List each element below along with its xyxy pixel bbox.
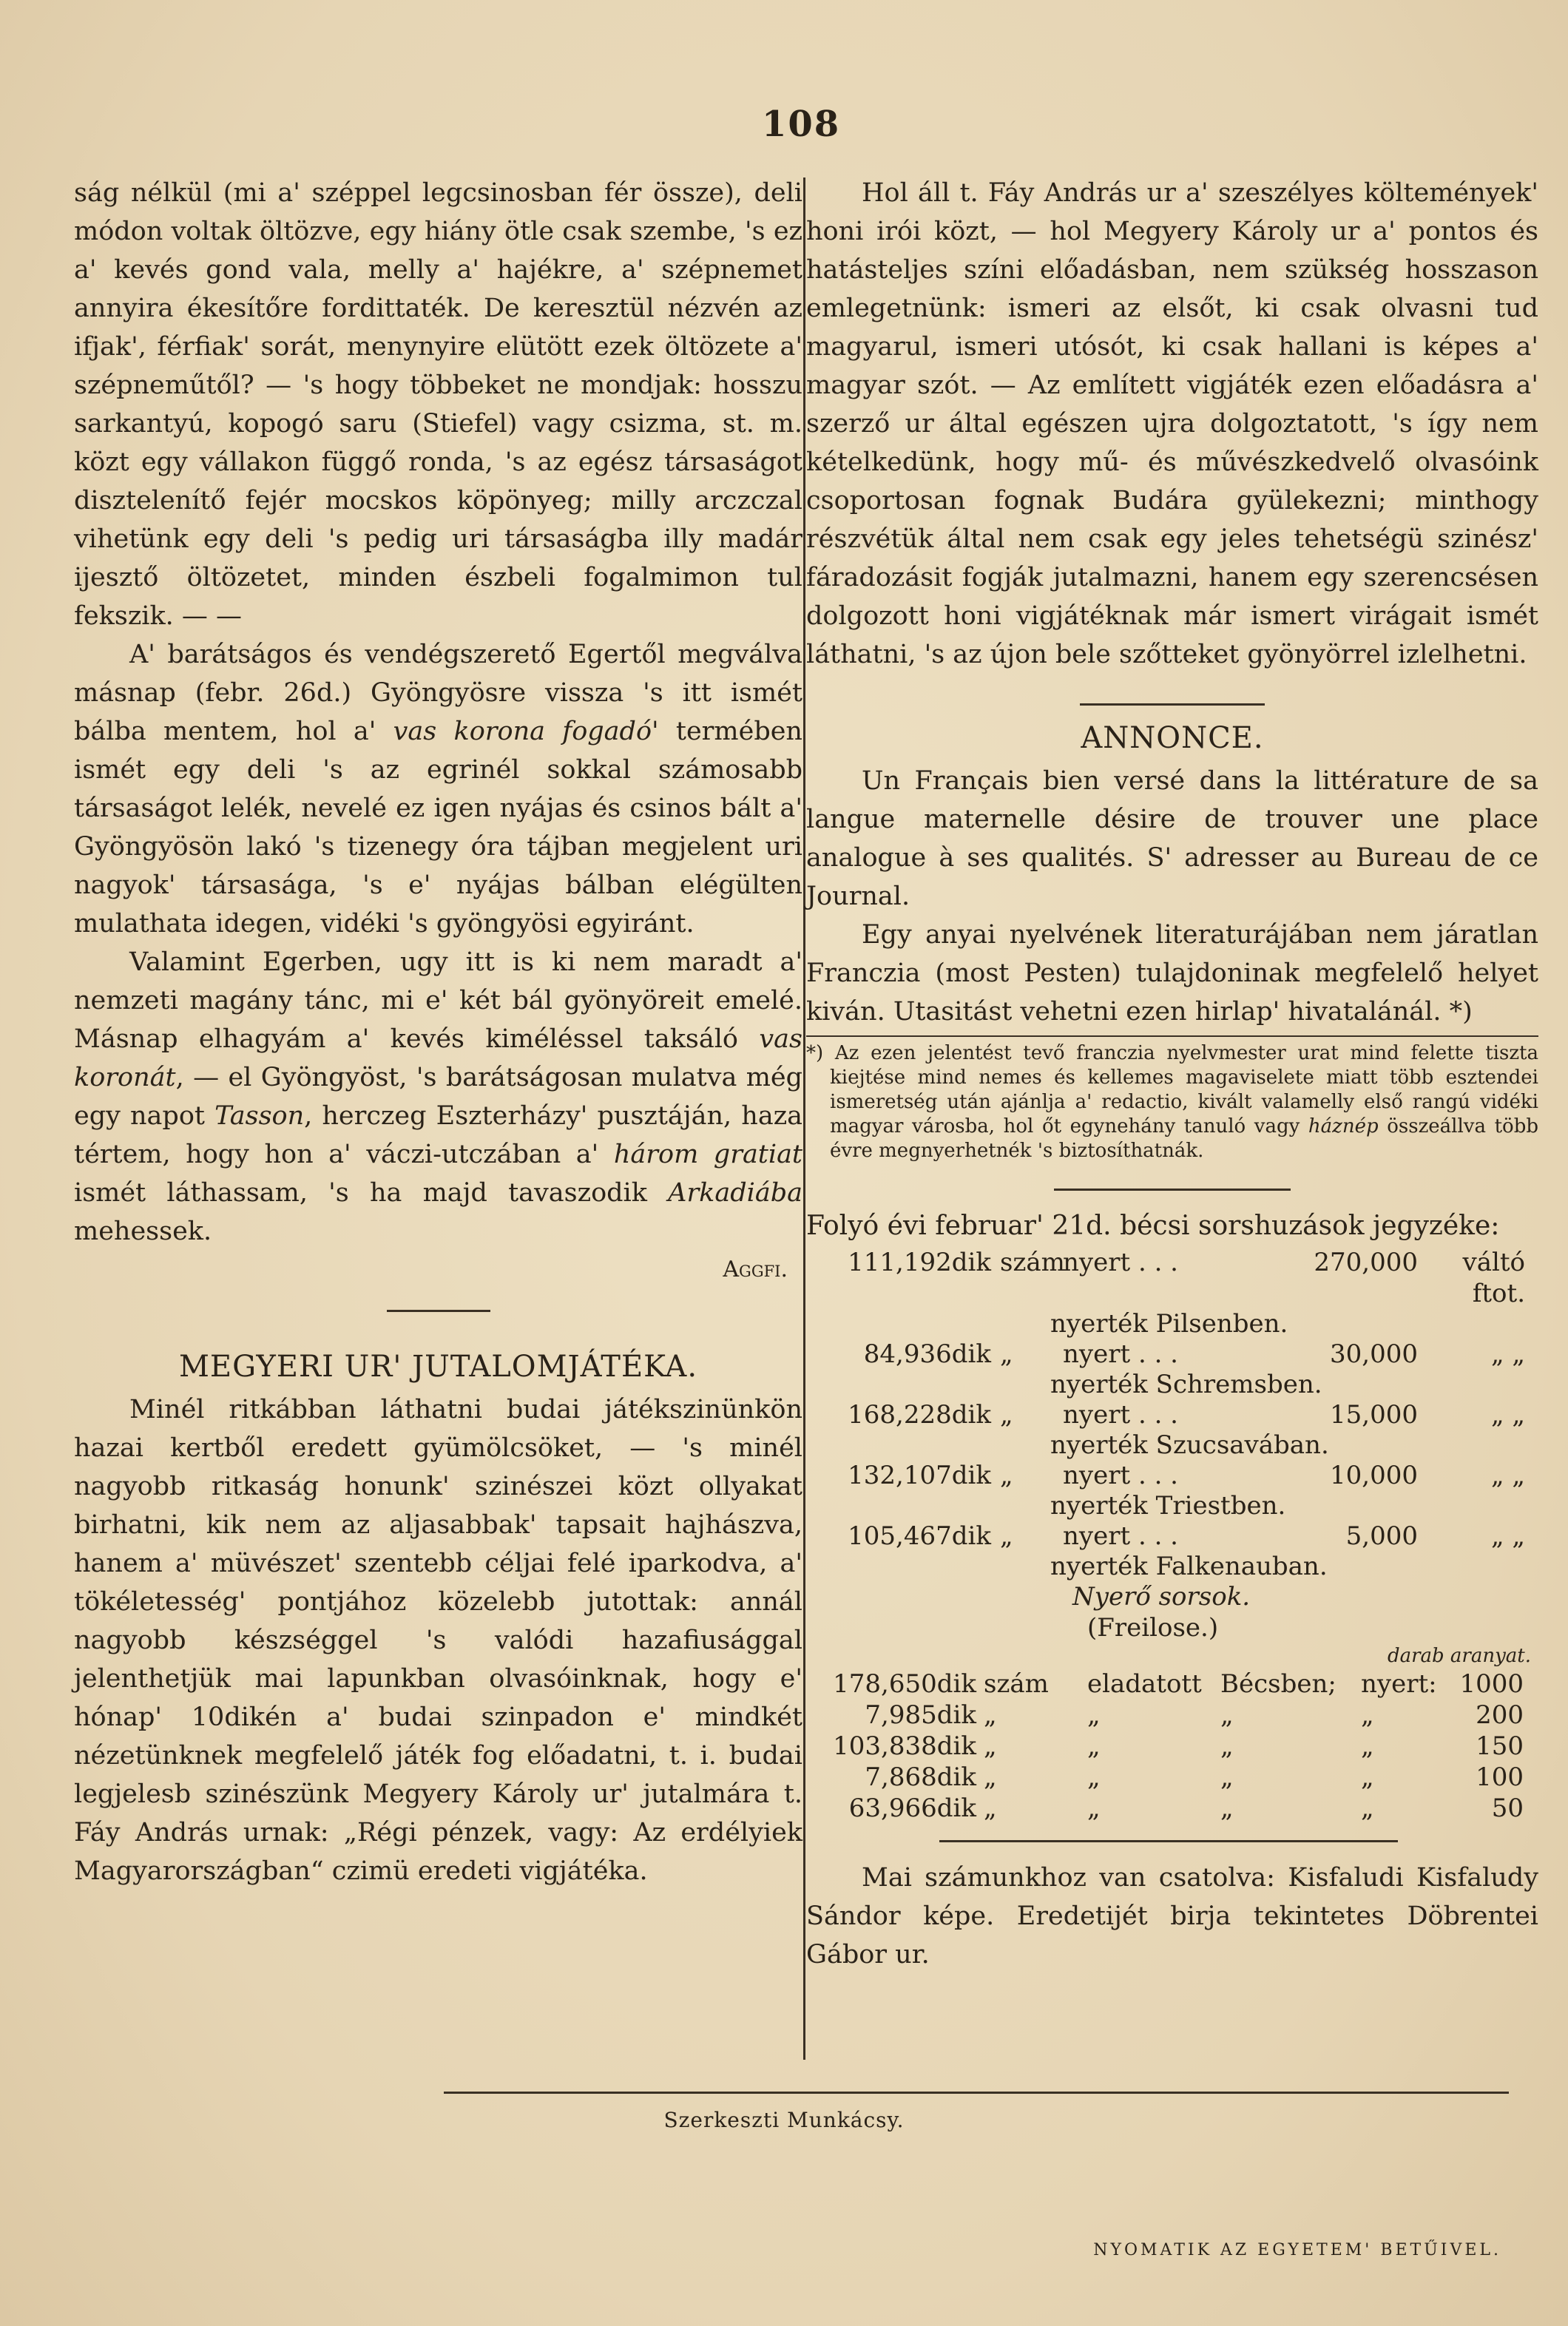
winner-number: 7,868dik bbox=[865, 1762, 976, 1792]
text-run: , — el Gyöngyöst, 's barátságosan mulatva még egy napot bbox=[74, 1063, 802, 1131]
right-paragraph-1: Hol áll t. Fáy András ur a' szeszélyes költemények' honi irói közt, — hol Megyery Károly ur a' pontos és hatásteljes színi előadásban, nem szükség hosszason emlegetnünk: ismeri az elsőt, ki csak olvasni tud magyarul, ismeri utósót, ki csak hallani is képes a' magyar szót. — Az említett vigjáték ezen előadásra a' szerző ur által egészen ujra dolgoztatott, 's így nem kételkedünk, hogy mű- és művészkedvelő olvasóink csoportosan fognak Budára gyülekezni; minthogy részvétük által nem csak egy jeles tehetségü szinész' fáradozásit fogják jutalmazni, hanem egy szerencsésen dolgozott honi vigjátéknak már ismert virágait ismét láthatni, 's az újon bele szőtteket gyönyörrel izlelhetni. bbox=[806, 178, 1538, 669]
bottom-rule bbox=[444, 2092, 1509, 2094]
winner-amount: 50 bbox=[1491, 1793, 1524, 1823]
text-run: termében ismét egy deli 's az egrinél sokkal számosabb társaságot lelék, nevelé ez igen nyájas és csinos bált a' Gyöngyösön lakó 's tizenegy óra tájban megjelent uri nagyok' társasága, 's e' nyájas bálban elégülten mulathata idegen, vidéki 's gyöngyösi egyiránt. bbox=[74, 717, 802, 939]
editor-line: Szerkeszti Munkácsy. bbox=[663, 2108, 905, 2132]
winner-eladatott: eladatott bbox=[1087, 1669, 1202, 1699]
winner-amount: 1000 bbox=[1459, 1669, 1524, 1699]
winner-szam: „ bbox=[984, 1793, 997, 1823]
lottery-unit: váltó ftot. bbox=[1462, 1248, 1525, 1308]
text-run: mehessek. bbox=[74, 1217, 212, 1246]
winner-number: 178,650dik bbox=[833, 1669, 976, 1699]
left-column bbox=[74, 174, 802, 1890]
section-divider bbox=[1080, 703, 1265, 706]
winner-nyert: „ bbox=[1361, 1731, 1374, 1761]
italic-run: Arkadiába bbox=[668, 1178, 802, 1208]
text-run: , herczeg Eszterházy' pusztáján, haza tértem, hogy hon a' váczi-utczában a' bbox=[74, 1101, 803, 1169]
lottery-list bbox=[806, 1247, 1538, 1581]
text-run: összeállva több évre megnyerhetnék 's biztosíthatnák. bbox=[830, 1115, 1538, 1162]
left-paragraph-3 bbox=[74, 943, 802, 1251]
lottery-number: 132,107dik bbox=[848, 1461, 991, 1490]
lottery-place: nyerték Pilsenben. bbox=[1050, 1309, 1288, 1339]
annonce-heading: ANNONCE. bbox=[1081, 721, 1264, 755]
winner-number: 7,985dik bbox=[865, 1700, 976, 1730]
left-paragraph-1: ság nélkül (mi a' széppel legcsinosban fér össze), deli módon voltak öltözve, egy hiány ötle csak szembe, 's ez a' kevés gond vala, melly a' hajékre, a' szépnemet annyira ékesítőre fordittaték. De keresztül nézvén az ifjak', férfiak' sorát, menynyire elütött ezek öltözete a' szépneműtől? — 's hogy többeket ne mondjak: hosszu sarkantyú, kopogó saru (Stiefel) vagy csizma, st. m. közt egy vállakon függő ronda, 's az egész társaságot disztelenítő fejér mocskos köpönyeg; milly arczczal vihetünk egy deli 's pedig uri társaságba illy madár ijesztő öltözetet, minden észbeli fogalmimon tul fekszik. — — bbox=[74, 178, 802, 631]
lottery-nyert: nyert . . . bbox=[1063, 1461, 1178, 1490]
lottery-szam: „ bbox=[1000, 1461, 1013, 1490]
lottery-amount: 10,000 bbox=[1330, 1461, 1418, 1490]
lottery-row bbox=[806, 1460, 1538, 1491]
lottery-amount: 30,000 bbox=[1330, 1339, 1418, 1369]
winner-szam: „ bbox=[984, 1762, 997, 1792]
lottery-nyert: nyert . . . bbox=[1063, 1339, 1178, 1369]
lottery-nyert: nyert . . . bbox=[1063, 1521, 1178, 1551]
winner-nyert: „ bbox=[1361, 1700, 1374, 1730]
italic-run: Nyerő sorsok. bbox=[1072, 1582, 1251, 1612]
italic-run: vas koronát bbox=[74, 1024, 802, 1092]
lottery-amount: 5,000 bbox=[1345, 1521, 1418, 1551]
winner-row bbox=[806, 1793, 1538, 1824]
lottery-place: nyerték Schremsben. bbox=[1050, 1370, 1322, 1399]
lottery-unit: „ „ bbox=[1490, 1400, 1525, 1430]
italic-run: háznép bbox=[1308, 1115, 1379, 1137]
winner-row bbox=[806, 1731, 1538, 1762]
lottery-place: nyerték Szucsavában. bbox=[1050, 1430, 1329, 1460]
winner-row bbox=[806, 1700, 1538, 1731]
winner-place: „ bbox=[1220, 1793, 1234, 1823]
text-run: Valamint Egerben, ugy itt is ki nem maradt a' nemzeti magány tánc, mi e' két bál gyönyöreit emelé. Másnap elhagyám a' kevés kiméléssel taksáló bbox=[74, 947, 802, 1054]
lottery-place: nyerték Triestben. bbox=[1050, 1491, 1286, 1521]
section-divider bbox=[1054, 1189, 1291, 1191]
winner-row bbox=[806, 1669, 1538, 1700]
winner-place: Bécsben; bbox=[1220, 1669, 1336, 1699]
column-divider bbox=[803, 178, 805, 2060]
winner-eladatott: „ bbox=[1087, 1762, 1101, 1792]
lottery-amount: 15,000 bbox=[1330, 1400, 1418, 1430]
lottery-szam: szám bbox=[1000, 1248, 1065, 1277]
column-unit-label: darab aranyat. bbox=[1387, 1645, 1531, 1667]
winner-eladatott: „ bbox=[1087, 1793, 1101, 1823]
italic-run: Tasson bbox=[214, 1101, 305, 1131]
winner-szam: szám bbox=[984, 1669, 1049, 1699]
lottery-row bbox=[806, 1521, 1538, 1552]
lottery-number: 84,936dik bbox=[863, 1339, 991, 1369]
lottery-szam: „ bbox=[1000, 1400, 1013, 1430]
article-heading: MEGYERI UR' JUTALOMJÁTÉKA. bbox=[178, 1350, 698, 1384]
lottery-szam: „ bbox=[1000, 1521, 1013, 1551]
section-divider bbox=[387, 1310, 490, 1312]
lottery-number: 111,192dik bbox=[848, 1248, 991, 1277]
winner-place: „ bbox=[1220, 1731, 1234, 1761]
lottery-place: nyerték Falkenauban. bbox=[1050, 1552, 1328, 1581]
winner-place: „ bbox=[1220, 1762, 1234, 1792]
winner-eladatott: „ bbox=[1087, 1731, 1101, 1761]
free-lots-subtitle: (Freilose.) bbox=[1087, 1613, 1219, 1643]
left-paragraph-4: Minél ritkábban láthatni budai játékszinünkön hazai kertből eredett gyümölcsöket, — 's minél nagyobb ritkaság honunk' szinészei közt ollyakat birhatni, kik nem az aljasabbak' tapsait hajhászva, hanem a' müvészet' szentebb céljai felé iparkodva, a' tökéletesség' pontjához közelebb jutottak: annál nagyobb készséggel 's valódi hazafiusággal jelenthetjük mai lapunkban olvasóinknak, hogy e' hónap' 10dikén a' budai szinpadon e' mindkét nézetünknek megfelelő játék fog előadatni, t. i. budai legjelesb szinészünk Megyery Károly ur' jutalmára t. Fáy András urnak: „Régi pénzek, vagy: Az erdélyiek Magyarországban“ czimü eredeti vigjátéka. bbox=[74, 1395, 802, 1886]
lottery-row bbox=[806, 1399, 1538, 1430]
winner-nyert: „ bbox=[1361, 1793, 1374, 1823]
footnote bbox=[806, 1035, 1538, 1163]
lottery-row bbox=[806, 1339, 1538, 1370]
lottery-amount: 270,000 bbox=[1314, 1248, 1418, 1277]
winner-szam: „ bbox=[984, 1731, 997, 1761]
winner-amount: 200 bbox=[1476, 1700, 1524, 1730]
annonce-hungarian: Egy anyai nyelvének literaturájában nem járatlan Franczia (most Pesten) tulajdoninak megfelelő helyet kiván. Utasitást vehetni ezen hirlap' hivatalánál. *) bbox=[806, 920, 1538, 1027]
page-number: 108 bbox=[762, 104, 841, 145]
text-run: A' barátságos és vendégszerető Egertől megválva másnap (febr. 26d.) Gyöngyösre vissza 's itt ismét bálba mentem, hol a' bbox=[74, 640, 802, 746]
lottery-row bbox=[806, 1247, 1538, 1309]
winners-list bbox=[806, 1669, 1538, 1824]
winner-nyert: nyert: bbox=[1361, 1669, 1437, 1699]
winner-row bbox=[806, 1762, 1538, 1793]
author-signature: Aggfi. bbox=[723, 1257, 788, 1282]
text-run: ismét láthassam, 's ha majd tavaszodik bbox=[74, 1178, 669, 1208]
winner-number: 103,838dik bbox=[833, 1731, 976, 1761]
lottery-nyert: nyert . . . bbox=[1063, 1400, 1178, 1430]
italic-run: vas korona fogadó' bbox=[393, 717, 659, 746]
winner-amount: 150 bbox=[1476, 1731, 1524, 1761]
lottery-nyert: nyert . . . bbox=[1063, 1248, 1178, 1277]
left-paragraph-2 bbox=[74, 635, 802, 943]
lottery-title: Folyó évi februar' 21d. bécsi sorshuzások jegyzéke: bbox=[806, 1211, 1500, 1241]
lottery-unit: „ „ bbox=[1490, 1339, 1525, 1369]
lottery-unit: „ „ bbox=[1490, 1521, 1525, 1551]
winner-number: 63,966dik bbox=[848, 1793, 976, 1823]
section-divider bbox=[939, 1840, 1398, 1842]
winner-place: „ bbox=[1220, 1700, 1234, 1730]
winner-amount: 100 bbox=[1476, 1762, 1524, 1792]
text-run: *) Az ezen jelentést tevő franczia nyelvmester urat mind felette tiszta kiejtése mind nemes és kellemes magaviselete miatt több esztendei ismeretség után ajánlja a' redactio, kivált valamelly első rangú vidéki magyar városba, hol őt egynehány tanuló vagy bbox=[806, 1042, 1538, 1137]
right-column bbox=[806, 174, 1538, 1974]
winner-szam: „ bbox=[984, 1700, 997, 1730]
italic-run: három gratiat bbox=[613, 1140, 803, 1169]
lottery-unit: „ „ bbox=[1490, 1461, 1525, 1490]
lottery-number: 105,467dik bbox=[848, 1521, 991, 1551]
closing-note: Mai számunkhoz van csatolva: Kisfaludi Kisfaludy Sándor képe. Eredetijét birja tekintetes Döbrentei Gábor ur. bbox=[806, 1863, 1538, 1970]
printer-line: NYOMATIK AZ EGYETEM' BETŰIVEL. bbox=[1093, 2241, 1501, 2259]
winner-eladatott: „ bbox=[1087, 1700, 1101, 1730]
lottery-number: 168,228dik bbox=[848, 1400, 991, 1430]
lottery-szam: „ bbox=[1000, 1339, 1013, 1369]
winner-nyert: „ bbox=[1361, 1762, 1374, 1792]
free-lots-title bbox=[806, 1581, 1538, 1612]
annonce-french: Un Français bien versé dans la littérature de sa langue maternelle désire de trouver une place analogue à ses qualités. S' adresser au Bureau de ce Journal. bbox=[806, 766, 1538, 911]
